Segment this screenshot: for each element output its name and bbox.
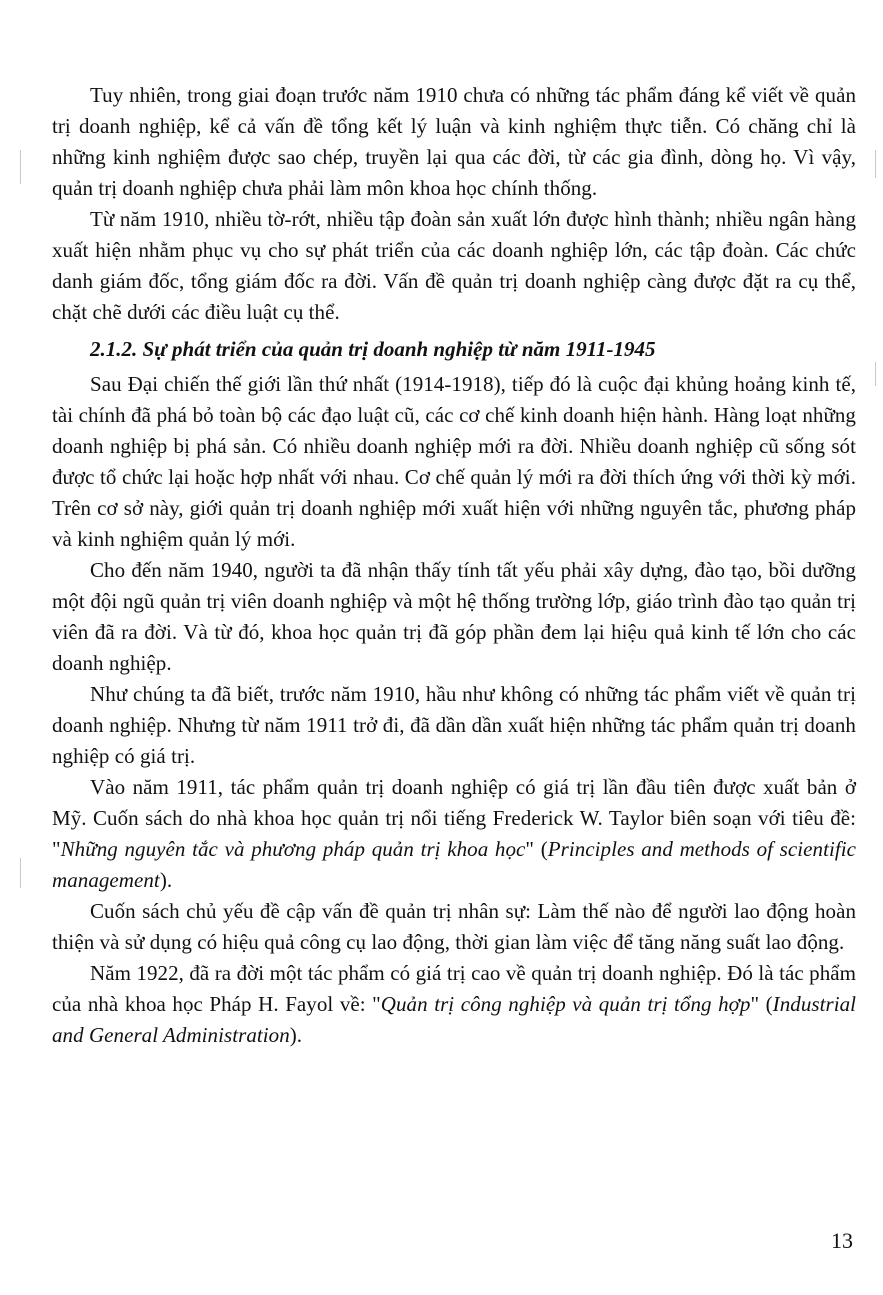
paragraph-8-text-before: Năm 1922, đã ra đời một tác phẩm có giá trị cao về quản trị doanh nghiệp. Đó là tác phẩm của nhà khoa học Pháp H. Fayol về: "	[52, 961, 856, 1016]
paragraph-8	[52, 958, 856, 1051]
section-heading: 2.1.2. Sự phát triển của quản trị doanh nghiệp từ năm 1911-1945	[90, 337, 656, 361]
paragraph-6-text-middle: " (	[525, 837, 548, 861]
scan-margin-mark	[875, 150, 876, 178]
fayol-book-title-en: Industrial and General Administration	[52, 992, 857, 1047]
paragraph-1: Tuy nhiên, trong giai đoạn trước năm 1910 chưa có những tác phẩm đáng kể viết về quản trị doanh nghiệp, kể cả vấn đề tổng kết lý luận và kinh nghiệm thực tiễn. Có chăng chỉ là những kinh nghiệm được sao chép, truyền lại qua các đời, từ các gia đình, dòng họ. Vì vậy, quản trị doanh nghiệp chưa phải làm môn khoa học chính thống.	[52, 83, 856, 200]
paragraph-3: Sau Đại chiến thế giới lần thứ nhất (1914-1918), tiếp đó là cuộc đại khủng hoảng kinh tế, tài chính đã phá bỏ toàn bộ các đạo luật cũ, các cơ chế kinh doanh hiện hành. Hàng loạt những doanh nghiệp bị phá sản. Có nhiều doanh nghiệp mới ra đời. Nhiều doanh nghiệp cũ sống sót được tổ chức lại hoặc hợp nhất với nhau. Cơ chế quản lý mới ra đời thích ứng với thời kỳ mới. Trên cơ sở này, giới quản trị doanh nghiệp mới xuất hiện với những nguyên tắc, phương pháp và kinh nghiệm quản lý mới.	[52, 372, 856, 551]
paragraph-6-text-before: Vào năm 1911, tác phẩm quản trị doanh nghiệp có giá trị lần đầu tiên được xuất bản ở Mỹ. Cuốn sách do nhà khoa học quản trị nổi tiếng Frederick W. Taylor biên soạn với tiêu đề: "	[52, 775, 856, 861]
page-number: 13	[831, 1228, 853, 1253]
paragraph-6-text-after: ).	[159, 868, 173, 892]
paragraph-8-text-after: ).	[289, 1023, 303, 1047]
paragraph-8-text-middle: " (	[750, 992, 773, 1016]
taylor-book-title-vi: Những nguyên tắc và phương pháp quản trị khoa học	[60, 837, 526, 861]
taylor-book-title-en: Principles and methods of scientific management	[52, 837, 856, 892]
paragraph-4: Cho đến năm 1940, người ta đã nhận thấy tính tất yếu phải xây dựng, đào tạo, bồi dưỡng một đội ngũ quản trị viên doanh nghiệp và một hệ thống trường lớp, giáo trình đào tạo quản trị viên đã ra đời. Và từ đó, khoa học quản trị đã góp phần đem lại hiệu quả kinh tế lớn cho các doanh nghiệp.	[52, 558, 856, 675]
paragraph-2: Từ năm 1910, nhiều tờ-rớt, nhiều tập đoàn sản xuất lớn được hình thành; nhiều ngân hàng xuất hiện nhằm phục vụ cho sự phát triển của các doanh nghiệp lớn, các tập đoàn. Các chức danh giám đốc, tổng giám đốc ra đời. Vấn đề quản trị doanh nghiệp càng được đặt ra cụ thể, chặt chẽ dưới các điều luật cụ thể.	[52, 207, 856, 324]
scan-margin-mark	[875, 362, 876, 386]
fayol-book-title-vi: Quản trị công nghiệp và quản trị tổng hợp	[380, 992, 751, 1016]
paragraph-7: Cuốn sách chủ yếu đề cập vấn đề quản trị nhân sự: Làm thế nào để người lao động hoàn thiện và sử dụng có hiệu quả công cụ lao động, thời gian làm việc để tăng năng suất lao động.	[52, 899, 856, 954]
paragraph-6	[52, 772, 856, 896]
scan-margin-mark	[20, 150, 21, 184]
book-page	[52, 80, 856, 1051]
paragraph-5: Như chúng ta đã biết, trước năm 1910, hầu như không có những tác phẩm viết về quản trị doanh nghiệp. Nhưng từ năm 1911 trở đi, đã dần dần xuất hiện những tác phẩm quản trị doanh nghiệp có giá trị.	[52, 682, 856, 768]
scan-margin-mark	[20, 858, 21, 888]
